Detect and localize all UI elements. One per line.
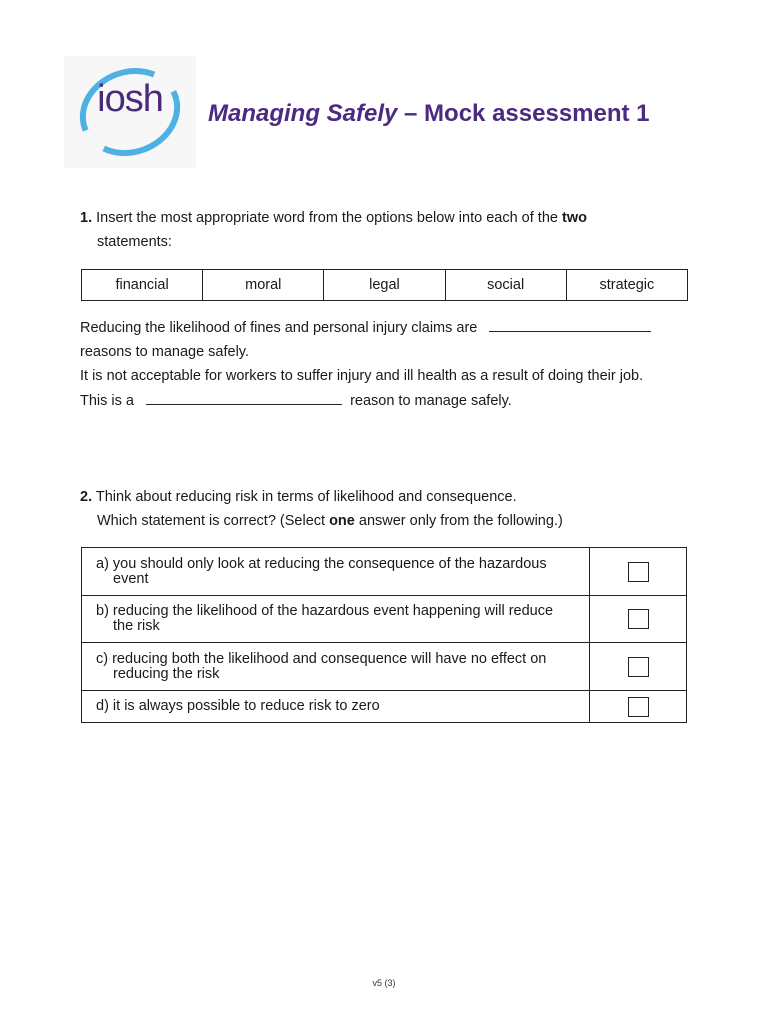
question-2-line-2 bbox=[80, 509, 563, 533]
question-2-line-1 bbox=[80, 485, 563, 509]
question-2-number: 2. bbox=[80, 489, 93, 505]
statement-1-text-a: Reducing the likelihood of fines and personal injury claims are bbox=[80, 320, 478, 336]
statement-2-text-c: reason to manage safely. bbox=[350, 393, 512, 409]
question-2-text-a: Think about reducing risk in terms of likelihood and consequence. bbox=[92, 489, 517, 505]
answer-c-text: c) reducing both the likelihood and consequence will have no effect on reducing the risk bbox=[96, 650, 547, 682]
question-1-number: 1. bbox=[80, 210, 93, 226]
question-1-text-a: Insert the most appropriate word from the options below into each of the bbox=[92, 210, 562, 226]
answer-row-c bbox=[82, 643, 687, 691]
word-options-table bbox=[81, 269, 688, 301]
question-1-line-1 bbox=[80, 206, 587, 230]
answer-b-text: b) reducing the likelihood of the hazardous event happening will reduce the risk bbox=[96, 603, 554, 634]
option-financial: financial bbox=[82, 270, 203, 301]
version-footer: v5 (3) bbox=[372, 978, 396, 988]
answer-row-b bbox=[82, 596, 687, 643]
title-course-name: Managing Safely bbox=[208, 100, 398, 127]
question-1-bold-word: two bbox=[562, 210, 587, 226]
question-1-text-b: statements: bbox=[97, 234, 172, 250]
answer-d-box-cell bbox=[590, 691, 687, 723]
answer-c-box-cell bbox=[590, 643, 687, 691]
answer-a-checkbox[interactable] bbox=[628, 562, 649, 582]
title-assessment-name: – Mock assessment 1 bbox=[397, 100, 650, 127]
iosh-logo bbox=[64, 56, 196, 168]
option-legal: legal bbox=[324, 270, 445, 301]
statement-2-line-2 bbox=[80, 389, 512, 413]
answer-b-checkbox[interactable] bbox=[628, 609, 649, 629]
statement-1-blank[interactable] bbox=[489, 317, 651, 332]
answer-c-checkbox[interactable] bbox=[628, 657, 649, 677]
question-1-prompt bbox=[80, 206, 587, 254]
answer-b-box-cell bbox=[590, 596, 687, 643]
answer-row-a bbox=[82, 548, 687, 596]
statement-2-text-b: This is a bbox=[80, 393, 134, 409]
question-2-text-b1: Which statement is correct? (Select bbox=[97, 513, 330, 529]
statement-2-text-a: It is not acceptable for workers to suffer injury and ill health as a result of doing their job. bbox=[80, 368, 644, 384]
statement-1-line-1 bbox=[80, 316, 651, 340]
option-social: social bbox=[445, 270, 566, 301]
statement-1-text-b: reasons to manage safely. bbox=[80, 344, 249, 360]
logo-text: iosh bbox=[97, 78, 163, 120]
page-title bbox=[208, 100, 650, 128]
answer-d-cell bbox=[82, 691, 590, 723]
answer-options-table bbox=[81, 547, 687, 723]
answer-d-text: d) it is always possible to reduce risk to zero bbox=[96, 698, 380, 714]
statement-2-blank[interactable] bbox=[146, 390, 342, 405]
question-2-prompt bbox=[80, 485, 563, 533]
answer-b-cell bbox=[82, 596, 590, 643]
question-2-text-b2: answer only from the following.) bbox=[354, 513, 563, 529]
option-strategic: strategic bbox=[566, 270, 687, 301]
answer-c-cell bbox=[82, 643, 590, 691]
answer-a-cell bbox=[82, 548, 590, 596]
answer-d-checkbox[interactable] bbox=[628, 697, 649, 717]
answer-row-d bbox=[82, 691, 687, 723]
answer-a-box-cell bbox=[590, 548, 687, 596]
answer-a-text: a) you should only look at reducing the consequence of the hazardous event bbox=[96, 555, 547, 587]
question-2-bold-word: one bbox=[329, 513, 355, 529]
option-moral: moral bbox=[203, 270, 324, 301]
